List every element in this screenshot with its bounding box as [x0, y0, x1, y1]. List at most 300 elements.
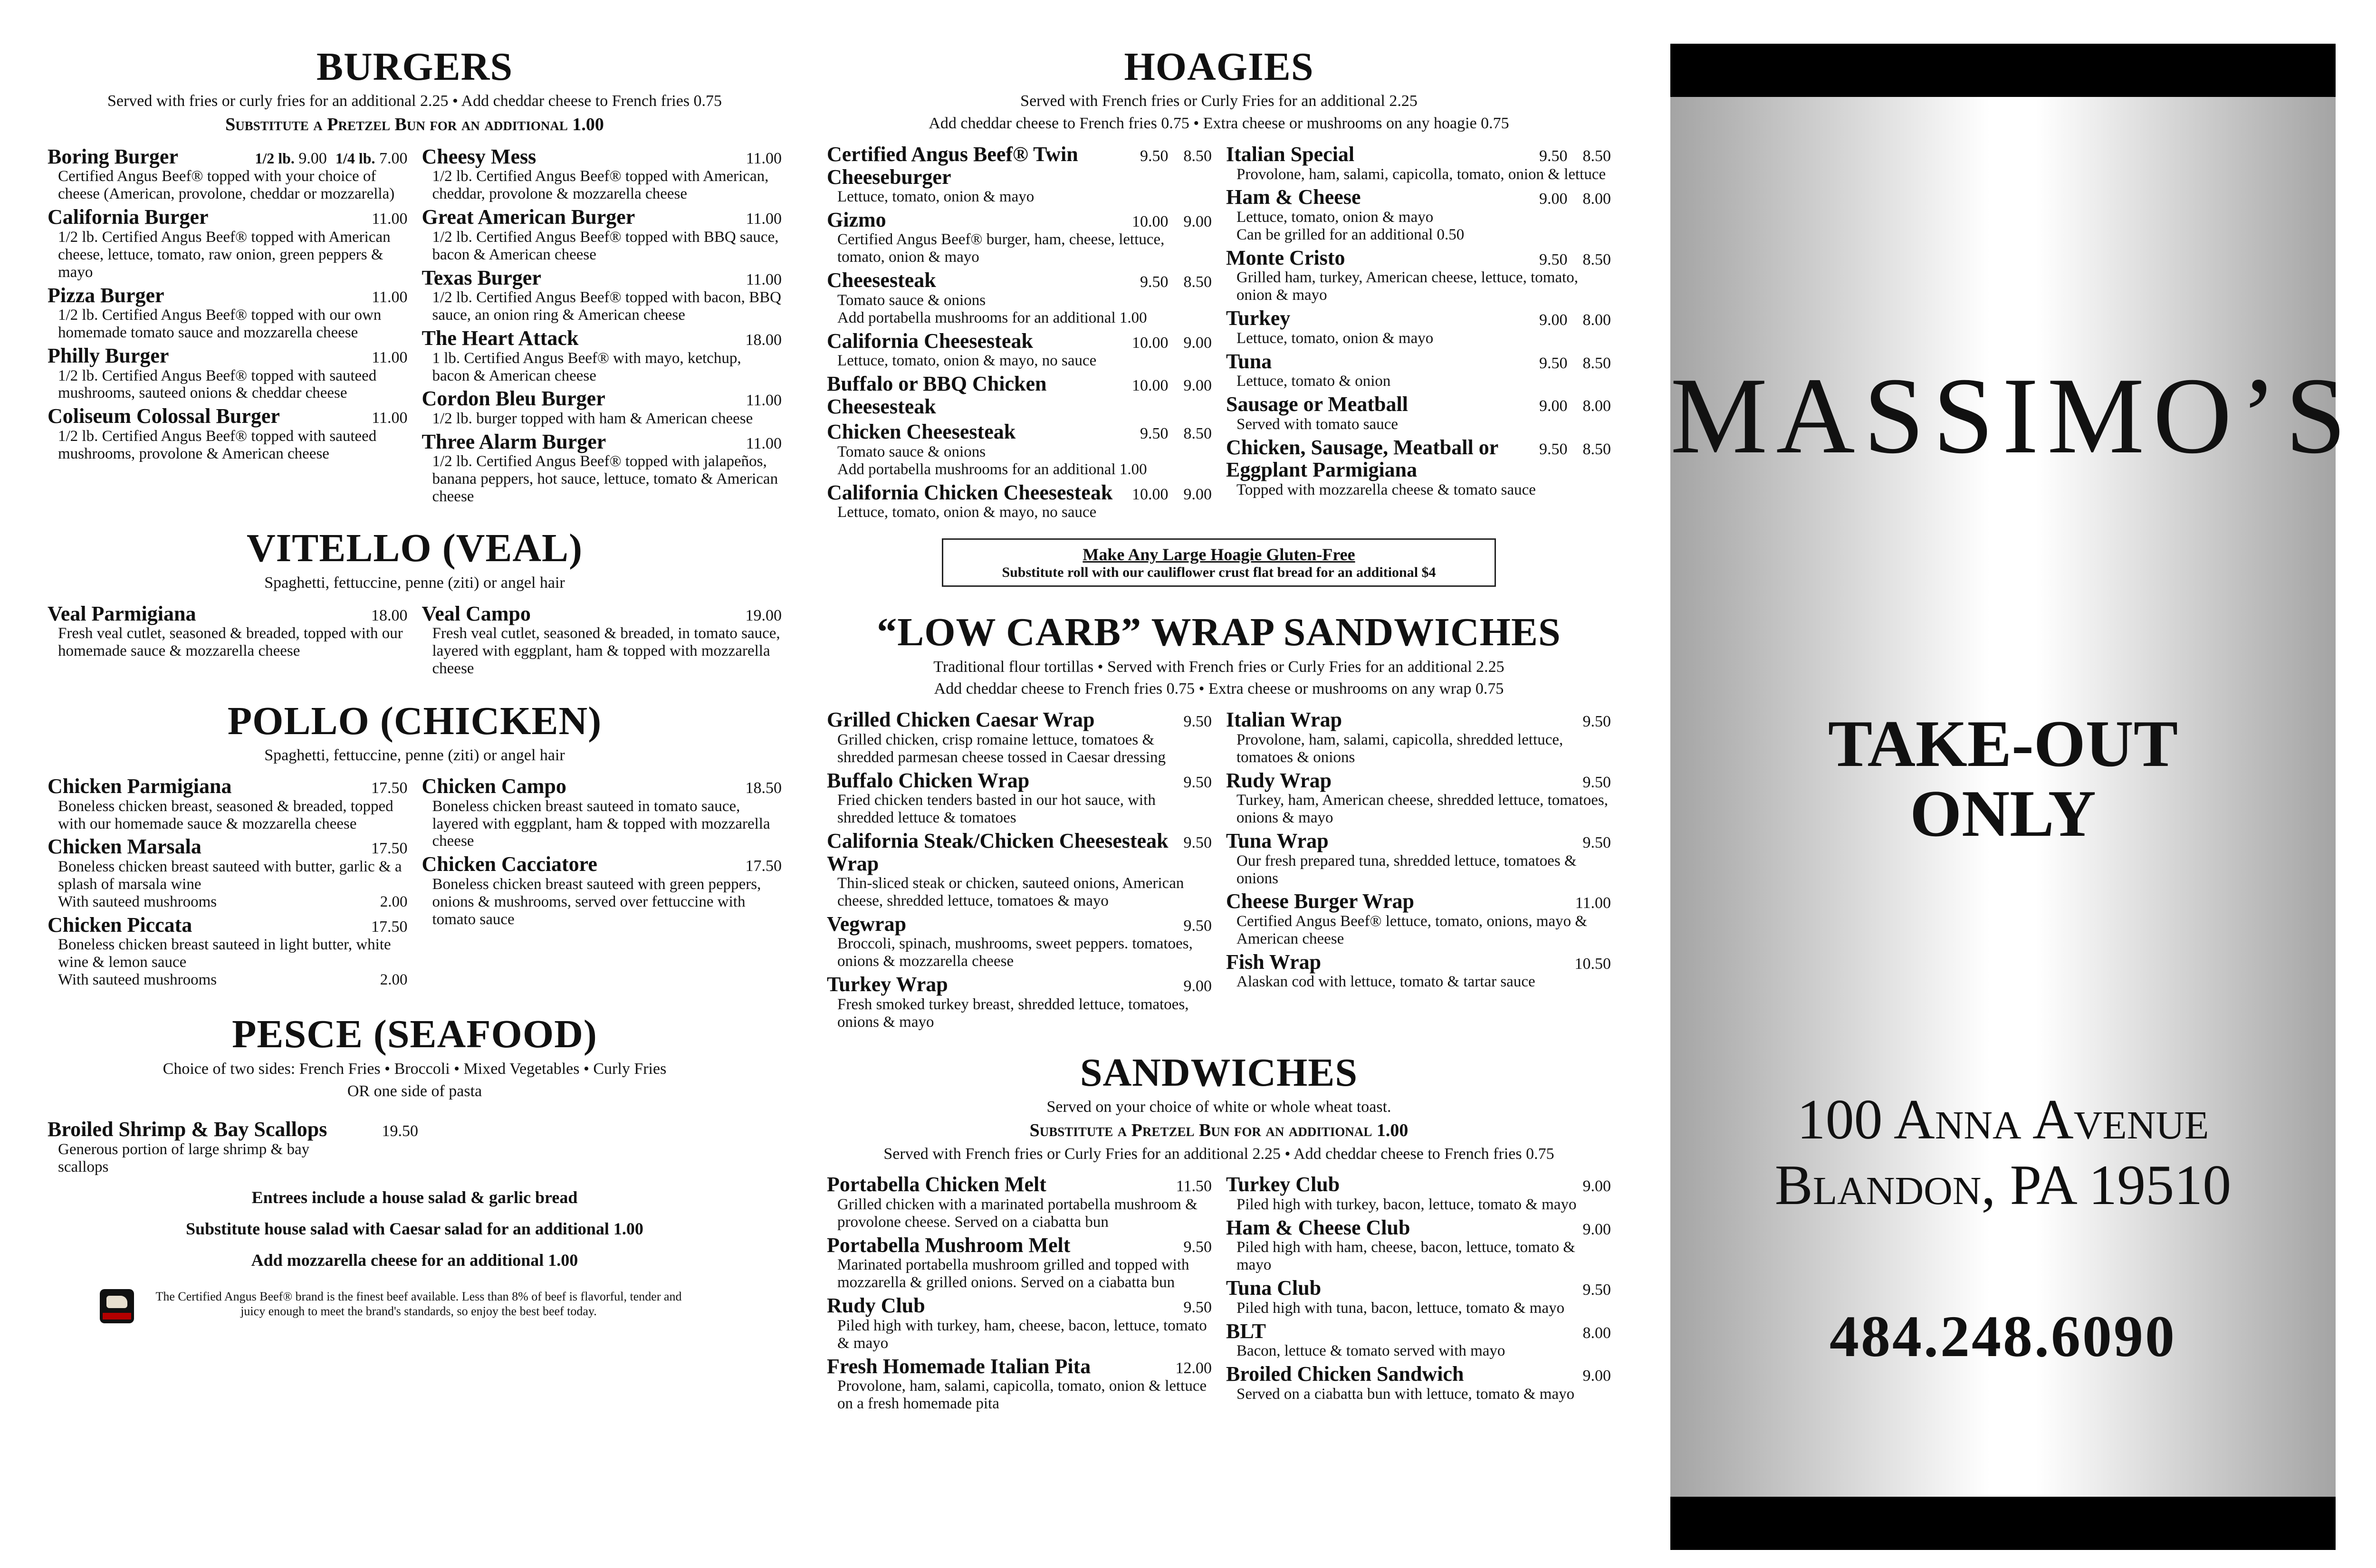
small-price: 8.50: [1183, 425, 1212, 443]
item-price: 11.00: [746, 210, 782, 228]
item-name: Pizza Burger: [48, 283, 164, 307]
item-description: Piled high with turkey, bacon, lettuce, tomato & mayo: [1236, 1195, 1577, 1213]
pollo-grid: [48, 775, 782, 992]
item-header: [827, 421, 1212, 443]
item-prices: [746, 150, 782, 168]
menu-item: [827, 1173, 1212, 1231]
item-description: Lettuce, tomato, onion & mayo: [1236, 329, 1434, 347]
menu-item: [1226, 708, 1611, 766]
menu-item: [422, 327, 782, 384]
menu-item: [827, 330, 1212, 370]
item-prices: [1583, 1324, 1611, 1342]
pesce-item: [48, 1118, 418, 1176]
gluten-free-note: Substitute roll with our cauliflower crust flat bread for an additional $4: [1002, 564, 1436, 581]
small-price: 8.50: [1582, 250, 1611, 268]
item-price: 11.00: [746, 392, 782, 410]
pesce-bottom-notes: [48, 1187, 782, 1270]
item-prices: [371, 779, 408, 797]
menu-item: [1226, 1216, 1611, 1274]
burgers-pretzel-note: Substitute a Pretzel Bun for an additional 1.00: [225, 115, 604, 135]
item-price: 17.50: [371, 840, 408, 858]
item-price: 9.00: [1582, 1367, 1611, 1385]
certified-angus-beef-logo-icon: [100, 1289, 134, 1323]
item-header: [1226, 247, 1611, 269]
item-name: Cheese Burger Wrap: [1226, 889, 1414, 913]
item-price: 18.00: [745, 331, 782, 349]
item-prices: [746, 210, 782, 228]
burgers-right-list: [422, 145, 782, 509]
item-header: [827, 1294, 1212, 1317]
item-name: Vegwrap: [827, 912, 907, 936]
menu-item: [827, 269, 1212, 326]
small-price: 8.00: [1582, 190, 1611, 208]
logo-band: [103, 1313, 131, 1319]
item-header: [827, 373, 1212, 418]
item-name: Veal Parmigiana: [48, 602, 196, 625]
menu-item: [48, 775, 408, 832]
menu-item: [827, 1234, 1212, 1291]
item-name: Three Alarm Burger: [422, 430, 606, 453]
takeout-notice: [1670, 709, 2336, 849]
addon-label: With sauteed mushrooms: [58, 971, 217, 989]
burgers-grid: [48, 145, 782, 509]
item-header: [422, 853, 782, 876]
item-extra: Can be grilled for an additional 0.50: [1236, 226, 1465, 243]
item-name: Portabella Chicken Melt: [827, 1173, 1046, 1196]
large-price: 10.00: [1132, 212, 1169, 230]
item-header: [422, 145, 782, 168]
item-name: Ham & Cheese Club: [1226, 1215, 1410, 1239]
item-prices: [1539, 440, 1611, 459]
menu-item: [827, 143, 1212, 206]
menu-item: [1226, 951, 1611, 991]
item-price: 19.50: [382, 1122, 418, 1140]
large-price: 9.50: [1539, 147, 1568, 165]
item-name: Chicken Cheesesteak: [827, 420, 1016, 444]
hoagies-right-list: [1226, 143, 1611, 524]
item-header: [1226, 830, 1611, 852]
item-name: Veal Campo: [422, 602, 531, 625]
small-price: 8.50: [1582, 147, 1611, 165]
small-price: 9.00: [1183, 485, 1212, 503]
menu-item: [422, 853, 782, 928]
item-description: Turkey, ham, American cheese, shredded lettuce, tomatoes, onions & mayo: [1236, 792, 1608, 827]
item-description: Thin-sliced steak or chicken, sauteed onions, American cheese, shredded lettuce, tomatoes & mayo: [837, 875, 1184, 910]
pesce-title: PESCE (SEAFOOD): [232, 1012, 597, 1057]
item-header: [827, 830, 1212, 875]
item-header: [827, 1234, 1212, 1257]
item-description: Provolone, ham, salami, capicolla, shredded lettuce, tomatoes & onions: [1236, 731, 1563, 766]
pollo-title: POLLO (CHICKEN): [227, 698, 602, 743]
item-addon: [48, 893, 408, 911]
menu-item: [1226, 143, 1611, 183]
item-name: Cheesesteak: [827, 268, 936, 292]
item-price: 9.50: [1582, 1281, 1611, 1299]
item-prices: [1140, 273, 1212, 291]
small-price: 9.00: [1183, 334, 1212, 352]
item-name: Italian Wrap: [1226, 708, 1342, 732]
item-prices: [1184, 1238, 1212, 1256]
item-price: 11.00: [746, 149, 782, 167]
phone-number: 484.248.6090: [1830, 1304, 2176, 1369]
gluten-free-title: Make Any Large Hoagie Gluten-Free: [1083, 545, 1355, 564]
menu-item: [827, 209, 1212, 266]
item-header: [827, 913, 1212, 936]
item-prices: [1583, 834, 1611, 852]
item-price: 11.00: [372, 409, 408, 427]
item-description: 1/2 lb. Certified Angus Beef® topped with sauteed mushrooms, provolone & American cheese: [58, 427, 377, 462]
entree-note: Add mozzarella cheese for an additional 1.00: [251, 1250, 578, 1270]
item-name: Buffalo or BBQ Chicken Cheesesteak: [827, 372, 1047, 418]
menu-item: [48, 835, 408, 910]
item-description: Fresh veal cutlet, seasoned & breaded, in tomato sauce, layered with eggplant, ham & topped with mozzarella cheese: [432, 625, 780, 677]
item-price: 18.50: [745, 779, 782, 797]
item-name: Chicken Piccata: [48, 913, 192, 937]
item-price: 9.50: [1183, 1238, 1212, 1256]
menu-item: [827, 708, 1212, 766]
item-prices: [746, 857, 782, 875]
vitello-grid: [48, 602, 782, 680]
item-price: 9.50: [1582, 713, 1611, 731]
item-prices: [1132, 334, 1212, 352]
item-name: Italian Special: [1226, 142, 1355, 166]
item-description: Lettuce, tomato, onion & mayo, no sauce: [837, 504, 1097, 521]
small-price: 8.50: [1582, 354, 1611, 372]
item-extra: Add portabella mushrooms for an additional 1.00: [837, 309, 1147, 326]
item-header: [48, 405, 408, 428]
address: [1670, 1087, 2336, 1218]
large-price: 10.00: [1132, 334, 1169, 352]
item-price: 19.00: [745, 606, 782, 624]
item-description: Certified Angus Beef® burger, ham, cheese, lettuce, tomato, onion & mayo: [837, 231, 1165, 266]
menu-item: [422, 775, 782, 850]
item-description: Grilled chicken, crisp romaine lettuce, tomatoes & shredded parmesan cheese tossed in Caesar dressing: [837, 731, 1166, 766]
menu-item: [48, 914, 408, 989]
item-name: Broiled Shrimp & Bay Scallops: [48, 1118, 327, 1141]
item-prices: [1539, 354, 1611, 373]
item-name: California Burger: [48, 205, 209, 229]
large-price: 9.00: [1539, 190, 1568, 208]
item-name: Broiled Chicken Sandwich: [1226, 1362, 1464, 1386]
item-name: Ham & Cheese: [1226, 185, 1361, 209]
item-price: 18.00: [371, 606, 408, 624]
item-name: Coliseum Colossal Burger: [48, 404, 280, 428]
item-prices: [372, 210, 407, 228]
item-price: 9.50: [1183, 834, 1212, 852]
wraps-extra-note: Add cheddar cheese to French fries 0.75 • Extra cheese or mushrooms on any wrap 0.75: [934, 680, 1504, 698]
item-header: [827, 769, 1212, 792]
item-prices: [372, 288, 407, 306]
menu-item: [1226, 830, 1611, 887]
item-header: [48, 835, 408, 858]
item-name: Tuna Club: [1226, 1276, 1322, 1300]
item-description: Served with tomato sauce: [1236, 415, 1398, 433]
menu-item: [422, 387, 782, 427]
menu-item: [827, 481, 1212, 521]
item-name: Philly Burger: [48, 344, 169, 367]
item-description: 1/2 lb. Certified Angus Beef® topped with our own homemade tomato sauce and mozzarella cheese: [58, 306, 382, 342]
wraps-right-list: [1226, 708, 1611, 1034]
item-description: 1/2 lb. Certified Angus Beef® topped with BBQ sauce, bacon & American cheese: [432, 228, 779, 263]
item-header: [827, 973, 1212, 996]
item-description: Served on a ciabatta bun with lettuce, tomato & mayo: [1236, 1385, 1575, 1403]
item-header: [422, 327, 782, 350]
item-header: [827, 330, 1212, 353]
item-prices: [1184, 917, 1212, 935]
item-price: 7.00: [379, 149, 408, 167]
item-prices: [1583, 1281, 1611, 1299]
item-name: Gizmo: [827, 208, 886, 231]
item-name: California Steak/Chicken Cheesesteak Wrap: [827, 829, 1169, 875]
item-price: 9.50: [1183, 773, 1212, 791]
item-name: Chicken Marsala: [48, 835, 201, 859]
item-price: 12.00: [1175, 1359, 1212, 1377]
item-name: Chicken Parmigiana: [48, 774, 232, 798]
item-name: Turkey Club: [1226, 1173, 1340, 1196]
small-price: 8.50: [1183, 273, 1212, 291]
item-description: Alaskan cod with lettuce, tomato & tartar sauce: [1236, 973, 1535, 991]
menu-item: [422, 430, 782, 506]
item-prices: [1583, 1367, 1611, 1385]
middle-column: [827, 0, 1611, 1415]
item-header: [827, 1355, 1212, 1378]
item-price: 9.00: [1183, 977, 1212, 995]
large-price: 9.00: [1539, 397, 1568, 415]
item-price: 9.50: [1582, 773, 1611, 791]
item-price: 9.00: [1582, 1220, 1611, 1238]
left-column: [48, 0, 782, 1323]
item-prices: [1184, 713, 1212, 731]
pesce-sides-note: Choice of two sides: French Fries • Broccoli • Mixed Vegetables • Curly Fries: [163, 1060, 667, 1078]
item-header: [1226, 1363, 1611, 1386]
takeout-line-1: TAKE-OUT: [1828, 707, 2178, 781]
sandwiches-left-list: [827, 1173, 1212, 1415]
item-description: 1/2 lb. Certified Angus Beef® topped with sauteed mushrooms, sauteed onions & cheddar cheese: [58, 367, 377, 402]
item-description: Bacon, lettuce & tomato served with mayo: [1236, 1342, 1505, 1360]
menu-item: [48, 145, 408, 203]
hoagies-note: Served with French fries or Curly Fries for an additional 2.25: [1020, 92, 1418, 110]
sandwiches-bread-note: Served on your choice of white or whole wheat toast.: [1046, 1098, 1391, 1116]
item-name: California Chicken Cheesesteak: [827, 480, 1113, 504]
item-description: Piled high with tuna, bacon, lettuce, tomato & mayo: [1236, 1299, 1565, 1317]
item-prices: [371, 840, 408, 858]
item-header: [48, 206, 408, 229]
item-price: 11.00: [372, 210, 408, 228]
address-street: 100 Anna Avenue: [1797, 1088, 2209, 1151]
item-price: 10.50: [1574, 955, 1611, 973]
menu-item: [827, 913, 1212, 970]
item-prices: [746, 779, 782, 797]
sandwiches-pretzel-note: Substitute a Pretzel Bun for an additional 1.00: [1029, 1120, 1408, 1140]
item-prices: [1140, 425, 1212, 443]
item-prices: [1184, 834, 1212, 852]
item-header: [48, 284, 408, 307]
sandwiches-right-list: [1226, 1173, 1611, 1415]
item-price: 11.50: [1176, 1177, 1212, 1195]
burgers-note: Served with fries or curly fries for an additional 2.25 • Add cheddar cheese to French fries 0.75: [107, 92, 722, 110]
item-header: [1226, 307, 1611, 330]
hoagies-title: HOAGIES: [1124, 45, 1314, 89]
item-header: [1226, 1173, 1611, 1196]
item-header: [422, 267, 782, 289]
menu-item: [1226, 436, 1611, 499]
address-city: Blandon, PA 19510: [1774, 1153, 2232, 1216]
item-description: 1/2 lb. Certified Angus Beef® topped with bacon, BBQ sauce, an onion ring & American cheese: [432, 289, 781, 324]
item-prices: [1184, 977, 1212, 995]
item-header: [1226, 436, 1611, 481]
menu-item: [1226, 393, 1611, 433]
item-header: [48, 914, 408, 937]
item-prices: [1583, 1177, 1611, 1195]
sandwiches-title: SANDWICHES: [1080, 1050, 1358, 1095]
pollo-note: Spaghetti, fettuccine, penne (ziti) or angel hair: [264, 746, 565, 765]
item-price: 11.00: [746, 270, 782, 288]
item-addon: [48, 971, 408, 989]
takeout-line-2: ONLY: [1910, 777, 2096, 851]
item-name: Cheesy Mess: [422, 144, 537, 168]
addon-label: With sauteed mushrooms: [58, 893, 217, 910]
item-price: 11.00: [1575, 894, 1611, 912]
item-description: Topped with mozzarella cheese & tomato sauce: [1236, 481, 1536, 498]
item-price: 11.00: [372, 288, 408, 306]
item-prices: [746, 392, 782, 410]
item-header: [827, 1173, 1212, 1196]
item-description: Boneless chicken breast sauteed with green peppers, onions & mushrooms, served over fettuccine with tomato sauce: [432, 875, 761, 928]
item-description: Our fresh prepared tuna, shredded lettuce, tomatoes & onions: [1236, 852, 1577, 887]
bull-icon: [106, 1296, 127, 1308]
item-description: Tomato sauce & onions: [837, 443, 986, 460]
item-name: Portabella Mushroom Melt: [827, 1233, 1071, 1257]
item-price: 8.00: [1582, 1324, 1611, 1342]
small-price: 9.00: [1183, 212, 1212, 230]
wraps-grid: [827, 708, 1611, 1034]
item-name: Chicken, Sausage, Meatball or Eggplant Parmigiana: [1226, 435, 1498, 482]
item-prices: [1575, 955, 1611, 973]
item-header: [827, 269, 1212, 292]
small-price: 8.00: [1582, 397, 1611, 415]
vitello-title: VITELLO (VEAL): [246, 526, 583, 571]
item-name: Rudy Club: [827, 1294, 925, 1318]
item-name: Tuna: [1226, 349, 1272, 373]
item-name: The Heart Attack: [422, 326, 579, 350]
item-name: Turkey: [1226, 306, 1291, 330]
item-header: [1226, 1216, 1611, 1239]
item-name: BLT: [1226, 1319, 1266, 1343]
wraps-note: Traditional flour tortillas • Served with French fries or Curly Fries for an additional 2.25: [933, 658, 1504, 676]
wraps-title: “LOW CARB” WRAP SANDWICHES: [877, 610, 1561, 655]
menu-item: [1226, 890, 1611, 947]
item-header: [827, 143, 1212, 188]
item-description: Boneless chicken breast sauteed in light butter, white wine & lemon sauce: [58, 936, 391, 971]
large-price: 10.00: [1132, 485, 1169, 503]
large-price: 10.00: [1132, 377, 1169, 395]
cab-footer: [48, 1289, 782, 1323]
item-prices: [372, 409, 407, 427]
item-prices: [1132, 213, 1212, 231]
item-prices: [1132, 377, 1212, 395]
item-description: Broccoli, spinach, mushrooms, sweet peppers. tomatoes, onions & mozzarella cheese: [837, 935, 1193, 970]
item-name: Fish Wrap: [1226, 950, 1322, 974]
item-description: Generous portion of large shrimp & bay scallops: [58, 1140, 310, 1176]
item-name: Turkey Wrap: [827, 973, 948, 996]
menu-item: [1226, 1320, 1611, 1360]
menu-item: [422, 602, 782, 678]
item-header: [827, 209, 1212, 231]
sandwiches-grid: [827, 1173, 1611, 1415]
item-price: 9.50: [1582, 834, 1611, 852]
item-description: Lettuce, tomato, onion & mayo: [1236, 208, 1434, 226]
item-prices: [1184, 1299, 1212, 1317]
item-prices: [1184, 774, 1212, 792]
menu-item: [422, 145, 782, 203]
large-price: 9.50: [1539, 250, 1568, 268]
item-price: 9.50: [1183, 1299, 1212, 1317]
menu-item: [827, 1294, 1212, 1352]
addon-price: 2.00: [380, 971, 408, 989]
item-header: [1226, 186, 1611, 209]
item-description: Tomato sauce & onions: [837, 291, 986, 309]
small-price: 8.50: [1183, 147, 1212, 165]
large-price: 9.00: [1539, 311, 1568, 329]
menu-item: [1226, 307, 1611, 347]
item-prices: [1583, 713, 1611, 731]
panel-top-bar: [1670, 44, 2336, 97]
vitello-right-list: [422, 602, 782, 680]
pollo-left-list: [48, 775, 408, 992]
item-description: Fried chicken tenders basted in our hot sauce, with shredded lettuce & tomatoes: [837, 792, 1156, 827]
item-prices: [746, 435, 782, 453]
cab-disclaimer: The Certified Angus Beef® brand is the finest beef available. Less than 8% of beef is flavorful, tender and juicy enough to meet the brand's standards, so enjoy the best beef today.: [155, 1289, 682, 1318]
menu-item: [48, 284, 408, 342]
menu-item: [48, 344, 408, 402]
hoagies-grid: [827, 143, 1611, 524]
item-description: Boneless chicken breast sauteed with butter, garlic & a splash of marsala wine: [58, 858, 402, 893]
item-description: Certified Angus Beef® topped with your choice of cheese (American, provolone, cheddar or mozzarella): [58, 168, 395, 203]
item-prices: [1539, 397, 1611, 415]
item-description: Grilled ham, turkey, American cheese, lettuce, tomato, onion & mayo: [1236, 269, 1579, 304]
item-header: [1226, 393, 1611, 416]
item-price: 9.00: [298, 149, 327, 167]
small-price: 9.00: [1183, 377, 1212, 395]
item-price: 11.00: [372, 349, 408, 366]
item-header: [422, 387, 782, 410]
item-prices: [372, 349, 407, 367]
item-description: Boneless chicken breast sauteed in tomato sauce, layered with eggplant, ham & topped with mozzarella cheese: [432, 797, 770, 850]
menu-item: [1226, 1277, 1611, 1317]
menu-item: [1226, 769, 1611, 827]
vitello-left-list: [48, 602, 408, 680]
item-header: [827, 708, 1212, 731]
item-header: [1226, 350, 1611, 373]
menu-item: [48, 602, 408, 660]
pesce-pasta-note: OR one side of pasta: [347, 1082, 482, 1100]
brand-name: MASSIMO’S: [1670, 355, 2355, 476]
menu-item: [827, 1355, 1212, 1413]
addon-price: 2.00: [380, 893, 408, 910]
item-price: 17.50: [745, 857, 782, 875]
menu-item: [1226, 350, 1611, 390]
item-description: Lettuce, tomato, onion & mayo: [837, 188, 1035, 206]
item-description: 1/2 lb. Certified Angus Beef® topped with American, cheddar, provolone & mozzarella cheese: [432, 168, 769, 203]
entree-note: Substitute house salad with Caesar salad for an additional 1.00: [186, 1219, 643, 1238]
size-label: 1/2 lb.: [255, 149, 295, 167]
large-price: 9.50: [1140, 147, 1169, 165]
large-price: 9.50: [1539, 440, 1568, 458]
menu-item: [422, 206, 782, 263]
item-header: [1226, 708, 1611, 731]
item-name: Tuna Wrap: [1226, 829, 1329, 853]
menu-item: [48, 206, 408, 281]
